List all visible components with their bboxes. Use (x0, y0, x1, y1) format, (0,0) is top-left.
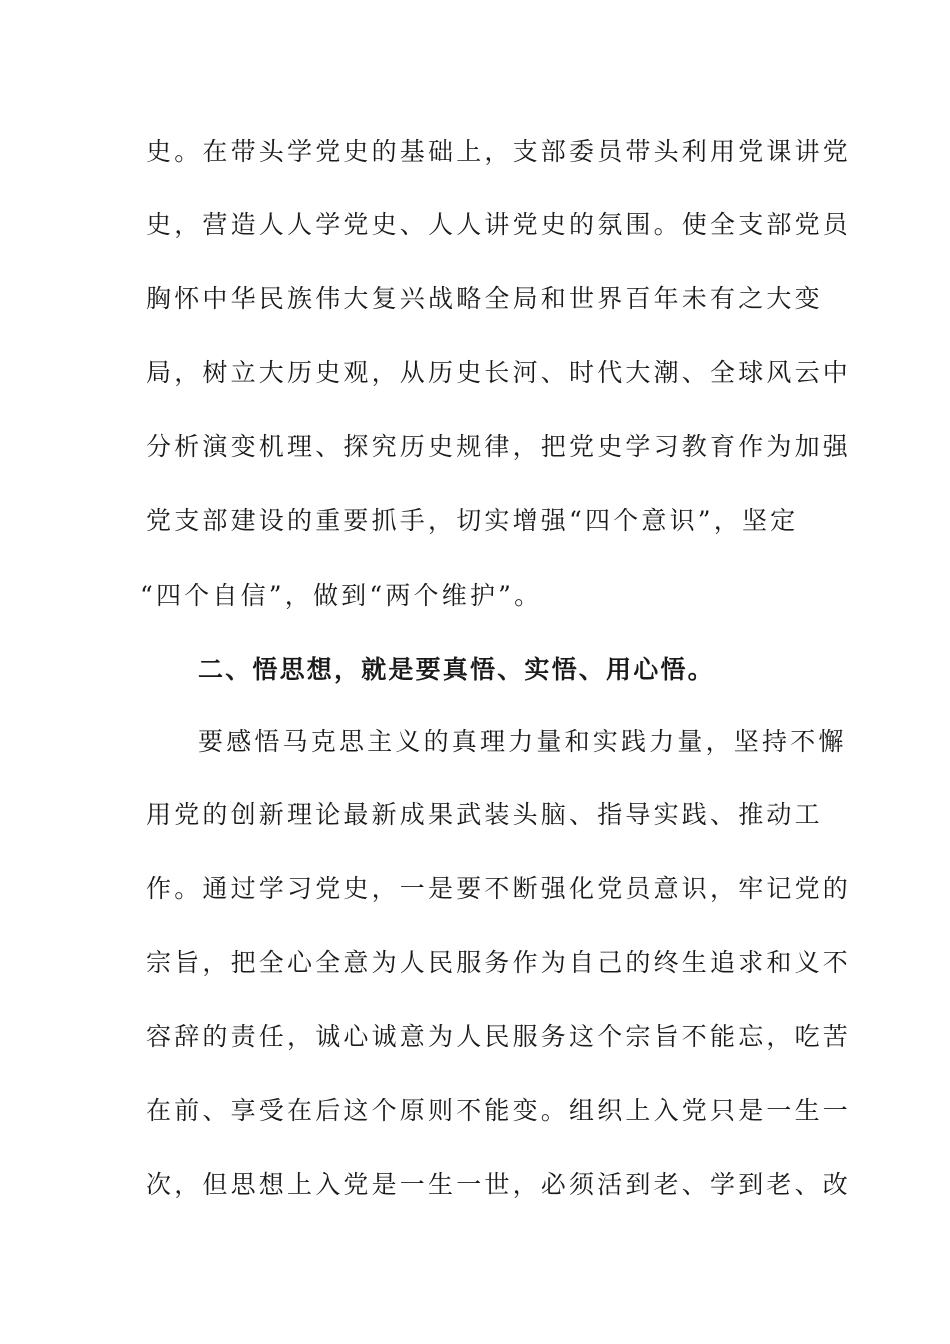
text-line: 宗旨，把全心全意为人民服务作为自己的终生追求和义不 (146, 948, 852, 977)
section-heading: 二、悟思想，就是要真悟、实悟、用心悟。 (198, 655, 715, 684)
text-line: “四个自信”，做到“两个维护”。 (140, 581, 543, 610)
text-line: 局，树立大历史观，从历史长河、时代大潮、全球风云中 (146, 358, 852, 387)
text-line: 史，营造人人学党史、人人讲党史的氛围。使全支部党员 (146, 210, 852, 239)
text-line: 胸怀中华民族伟大复兴战略全局和世界百年未有之大变 (146, 284, 823, 313)
text-line: 容辞的责任，诚心诚意为人民服务这个宗旨不能忘，吃苦 (146, 1022, 852, 1051)
text-line: 作。通过学习党史，一是要不断强化党员意识，牢记党的 (146, 874, 852, 903)
text-line: 在前、享受在后这个原则不能变。组织上入党只是一生一 (146, 1096, 852, 1125)
text-line: 党支部建设的重要抓手，切实增强“四个意识”，坚定 (146, 506, 799, 535)
text-line: 分析演变机理、探究历史规律，把党史学习教育作为加强 (146, 432, 852, 461)
text-line: 次，但思想上入党是一生一世，必须活到老、学到老、改 (146, 1170, 852, 1199)
paragraph-first-line: 要感悟马克思主义的真理力量和实践力量，坚持不懈 (198, 727, 847, 756)
text-line: 用党的创新理论最新成果武装头脑、指导实践、推动工 (146, 800, 823, 829)
text-line: 史。在带头学党史的基础上，支部委员带头利用党课讲党 (146, 137, 852, 166)
